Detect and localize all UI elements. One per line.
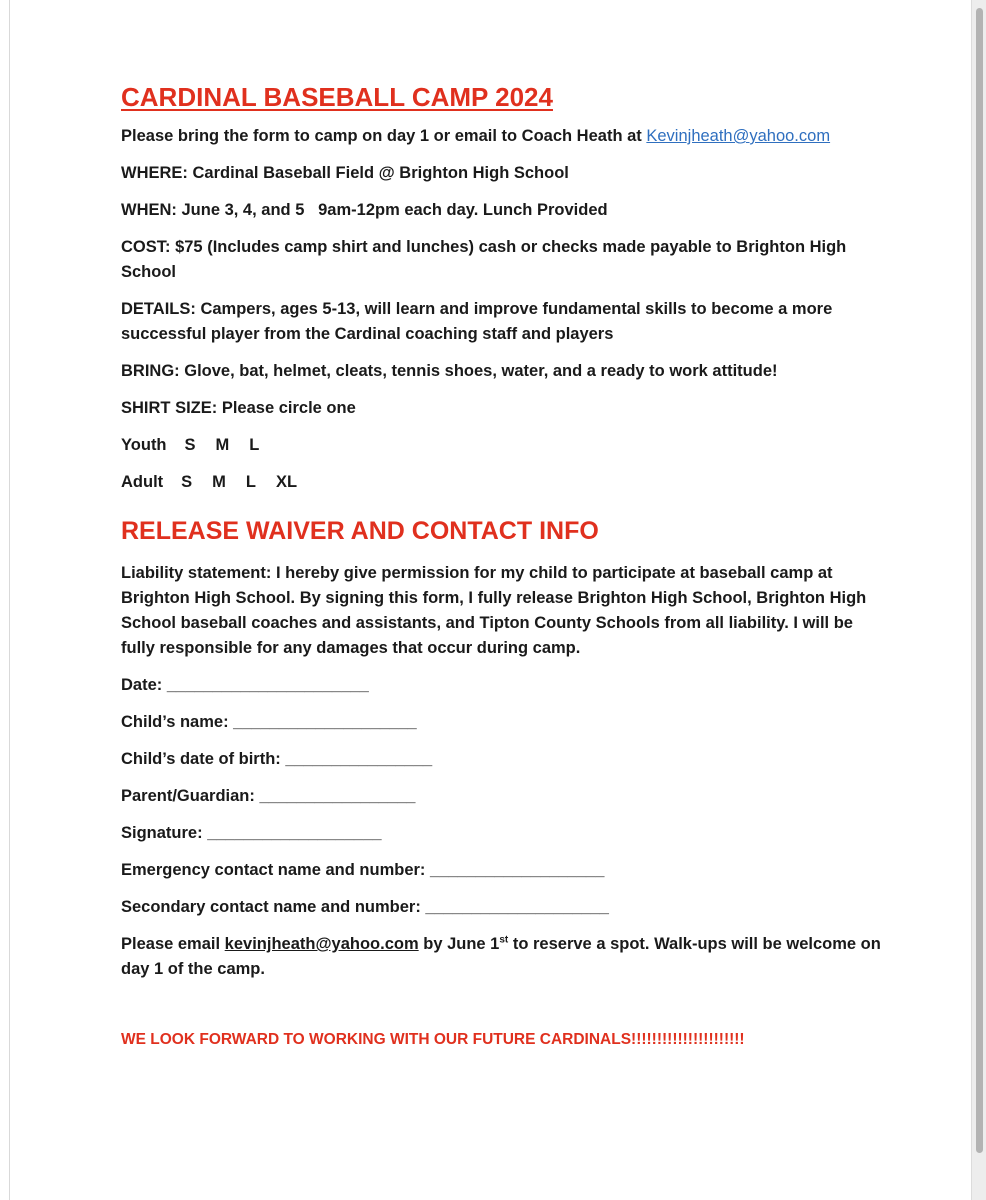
- page-title: CARDINAL BASEBALL CAMP 2024: [121, 82, 553, 112]
- coach-email-link[interactable]: Kevinjheath@yahoo.com: [646, 127, 831, 145]
- adult-size-m: M: [212, 473, 226, 491]
- field-emergency-contact: [121, 858, 881, 883]
- field-label: Date:: [121, 676, 163, 694]
- adult-label: Adult: [121, 473, 164, 491]
- reminder-text-3: to reserve a spot. Walk-ups will be welcome on day 1 of the camp.: [121, 935, 881, 978]
- reminder-email-link[interactable]: kevinjheath@yahoo.com: [224, 935, 419, 953]
- shirt-size-label: SHIRT SIZE: Please circle one: [121, 399, 356, 417]
- field-label: Child’s name:: [121, 713, 229, 731]
- field-secondary-contact: [121, 895, 881, 920]
- page-edge: [9, 0, 10, 1200]
- reminder-text-2: by June 1: [418, 935, 500, 953]
- adult-size-xl: XL: [276, 473, 298, 491]
- field-label: Emergency contact name and number:: [121, 861, 426, 879]
- youth-sizes-row: [121, 433, 881, 458]
- child-dob-blank[interactable]: ________________: [285, 750, 433, 768]
- adult-size-l: L: [245, 473, 257, 491]
- waiver-section-title: RELEASE WAIVER AND CONTACT INFO: [121, 517, 599, 545]
- field-label: Signature:: [121, 824, 203, 842]
- when-line: WHEN: June 3, 4, and 5 9am-12pm each day. Lunch Provided: [121, 201, 608, 219]
- field-label: Secondary contact name and number:: [121, 898, 421, 916]
- reminder-paragraph: [121, 932, 881, 982]
- child-name-blank[interactable]: ____________________: [233, 713, 417, 731]
- youth-size-l: L: [249, 436, 260, 454]
- intro-paragraph: [121, 124, 881, 149]
- emergency-contact-blank[interactable]: ___________________: [430, 861, 605, 879]
- document-body: [121, 80, 881, 1064]
- intro-text: Please bring the form to camp on day 1 or email to Coach Heath at: [121, 127, 647, 145]
- field-parent-guardian: [121, 784, 881, 809]
- where-line: WHERE: Cardinal Baseball Field @ Brighton High School: [121, 164, 569, 182]
- adult-size-s: S: [181, 473, 193, 491]
- closing-message: WE LOOK FORWARD TO WORKING WITH OUR FUTURE CARDINALS!!!!!!!!!!!!!!!!!!!!!!: [121, 1031, 745, 1048]
- field-label: Parent/Guardian:: [121, 787, 255, 805]
- reminder-superscript: st: [499, 934, 509, 946]
- youth-size-s: S: [184, 436, 196, 454]
- secondary-contact-blank[interactable]: ____________________: [425, 898, 609, 916]
- scrollbar-thumb[interactable]: [976, 8, 983, 1153]
- details-line: DETAILS: Campers, ages 5-13, will learn and improve fundamental skills to become a more successful player from the Cardinal coaching staff and players: [121, 300, 833, 343]
- field-child-name: [121, 710, 881, 735]
- reminder-text-1: Please email: [121, 935, 225, 953]
- date-blank[interactable]: ______________________: [166, 676, 369, 694]
- liability-statement: Liability statement: I hereby give permission for my child to participate at baseball camp at Brighton High School. By signing this form, I fully release Brighton High School, Brighton High School baseball coaches and assistants, and Tipton County Schools from all liability. I will be fully responsible for any damages that occur during camp.: [121, 564, 867, 657]
- field-signature: [121, 821, 881, 846]
- field-child-dob: [121, 747, 881, 772]
- cost-line: COST: $75 (Includes camp shirt and lunches) cash or checks made payable to Brighton High School: [121, 238, 847, 281]
- youth-size-m: M: [215, 436, 230, 454]
- field-label: Child’s date of birth:: [121, 750, 281, 768]
- signature-blank[interactable]: ___________________: [207, 824, 382, 842]
- youth-label: Youth: [121, 436, 167, 454]
- parent-guardian-blank[interactable]: _________________: [259, 787, 416, 805]
- field-date: [121, 673, 881, 698]
- adult-sizes-row: [121, 470, 881, 495]
- bring-line: BRING: Glove, bat, helmet, cleats, tennis shoes, water, and a ready to work attitude!: [121, 362, 778, 380]
- vertical-scrollbar[interactable]: [971, 0, 986, 1200]
